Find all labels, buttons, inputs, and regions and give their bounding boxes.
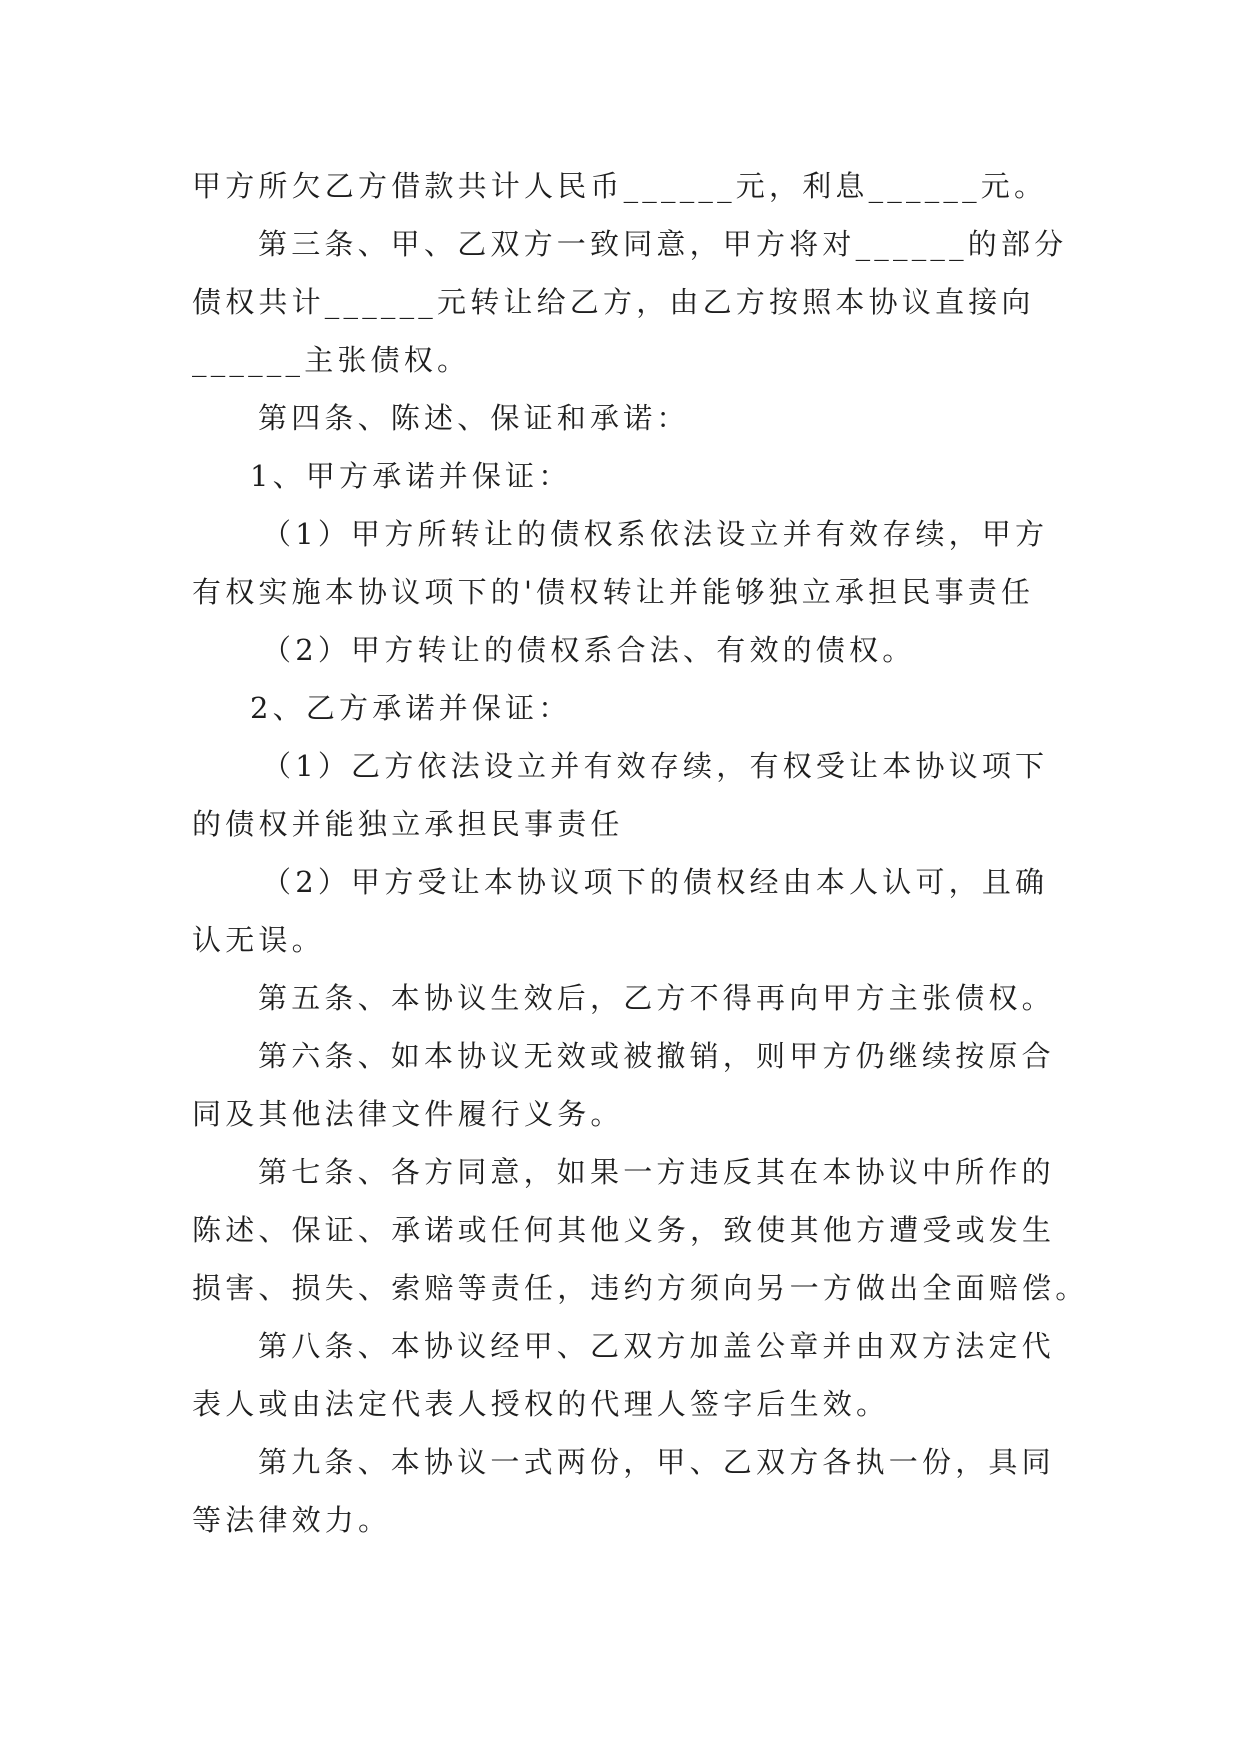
text-line: （1）甲方所转让的债权系依法设立并有效存续，甲方 <box>262 517 1049 551</box>
text-line: 第八条、本协议经甲、乙双方加盖公章并由双方法定代 <box>258 1329 1055 1363</box>
text-line: ______主张债权。 <box>192 343 471 377</box>
text-line: 有权实施本协议项下的'债权转让并能够独立承担民事责任 <box>192 575 1035 609</box>
text-line: 债权共计______元转让给乙方，由乙方按照本协议直接向 <box>192 285 1035 319</box>
text-line: 损害、损失、索赔等责任，违约方须向另一方做出全面赔偿。 <box>192 1271 1089 1305</box>
text-line: 的债权并能独立承担民事责任 <box>192 807 624 841</box>
text-line: 第七条、各方同意，如果一方违反其在本协议中所作的 <box>258 1155 1055 1189</box>
text-line: 第四条、陈述、保证和承诺： <box>258 401 690 435</box>
text-line: 1、甲方承诺并保证： <box>250 459 572 493</box>
text-line: （2）甲方受让本协议项下的债权经由本人认可，且确 <box>262 865 1049 899</box>
text-line: （1）乙方依法设立并有效存续，有权受让本协议项下 <box>262 749 1049 783</box>
text-line: 认无误。 <box>192 923 325 957</box>
text-line: 第六条、如本协议无效或被撤销，则甲方仍继续按原合 <box>258 1039 1055 1073</box>
text-line: （2）甲方转让的债权系合法、有效的债权。 <box>262 633 916 667</box>
text-line: 陈述、保证、承诺或任何其他义务，致使其他方遭受或发生 <box>192 1213 1056 1247</box>
text-line: 甲方所欠乙方借款共计人民币______元，利息______元。 <box>192 169 1048 203</box>
text-line: 第三条、甲、乙双方一致同意，甲方将对______的部分 <box>258 227 1068 261</box>
text-line: 2、乙方承诺并保证： <box>250 691 572 725</box>
text-line: 表人或由法定代表人授权的代理人签字后生效。 <box>192 1387 890 1421</box>
text-line: 第五条、本协议生效后，乙方不得再向甲方主张债权。 <box>258 981 1055 1015</box>
text-line: 同及其他法律文件履行义务。 <box>192 1097 624 1131</box>
text-line: 等法律效力。 <box>192 1503 392 1537</box>
text-line: 第九条、本协议一式两份，甲、乙双方各执一份，具同 <box>258 1445 1055 1479</box>
